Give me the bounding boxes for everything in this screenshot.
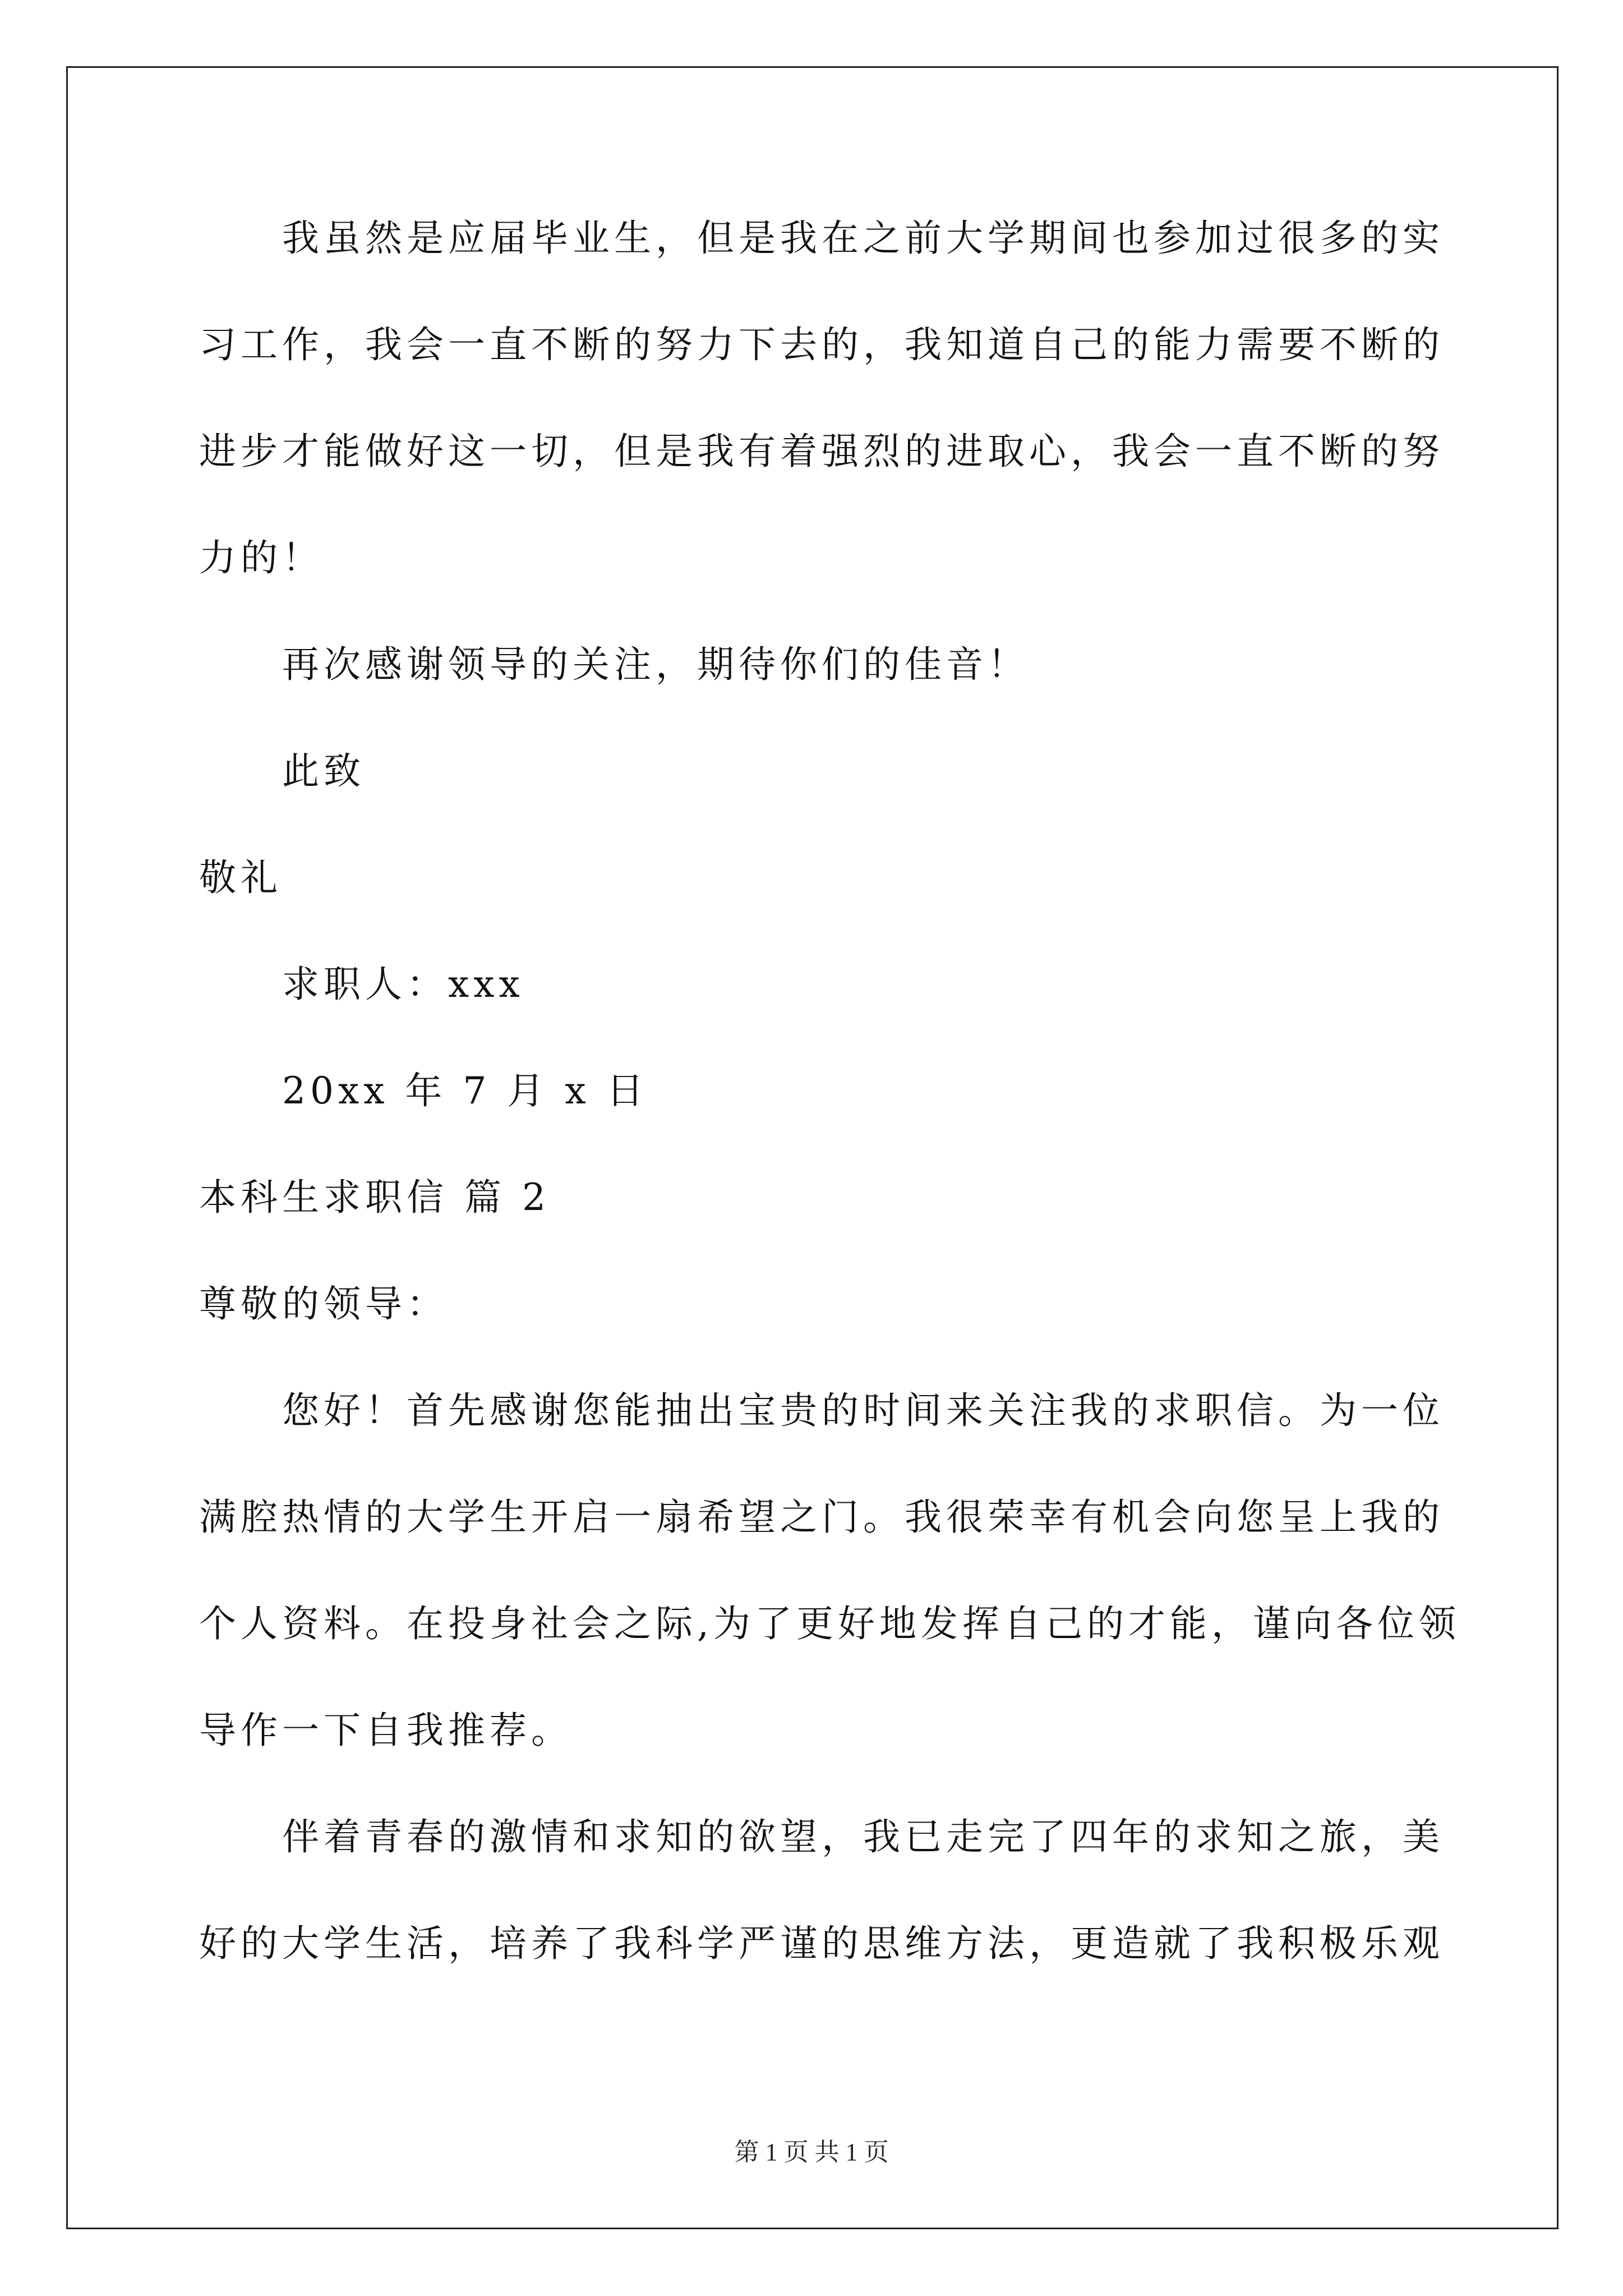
paragraph-line: 习工作，我会一直不断的努力下去的，我知道自己的能力需要不断的 [199, 323, 1444, 366]
paragraph-line: 满腔热情的大学生开启一扇希望之门。我很荣幸有机会向您呈上我的 [199, 1496, 1444, 1539]
greeting: 尊敬的领导： [199, 1282, 448, 1326]
paragraph-line: 导作一下自我推荐。 [199, 1709, 573, 1752]
closing-salutation: 此致 [282, 749, 365, 793]
paragraph-line: 进步才能做好这一切，但是我有着强烈的进取心，我会一直不断的努 [199, 430, 1444, 473]
paragraph-line: 我虽然是应届毕业生，但是我在之前大学期间也参加过很多的实 [282, 217, 1444, 260]
paragraph-line: 您好！首先感谢您能抽出宝贵的时间来关注我的求职信。为一位 [282, 1389, 1444, 1432]
signature-date: 20xx 年 7 月 x 日 [282, 1069, 648, 1112]
closing-regards: 敬礼 [199, 856, 282, 899]
paragraph-line: 再次感谢领导的关注，期待你们的佳音！ [282, 643, 1029, 686]
section-title: 本科生求职信 篇 2 [199, 1176, 550, 1219]
paragraph-line: 好的大学生活，培养了我科学严谨的思维方法，更造就了我积极乐观 [199, 1922, 1444, 1965]
paragraph-line: 伴着青春的激情和求知的欲望，我已走完了四年的求知之旅，美 [282, 1815, 1444, 1858]
page-footer: 第 1 页 共 1 页 [734, 2138, 889, 2166]
page-border [66, 66, 1559, 2229]
paragraph-line: 个人资料。在投身社会之际,为了更好地发挥自己的才能，谨向各位领 [199, 1602, 1460, 1645]
signature-applicant: 求职人：xxx [282, 963, 524, 1006]
paragraph-line: 力的！ [199, 536, 324, 579]
